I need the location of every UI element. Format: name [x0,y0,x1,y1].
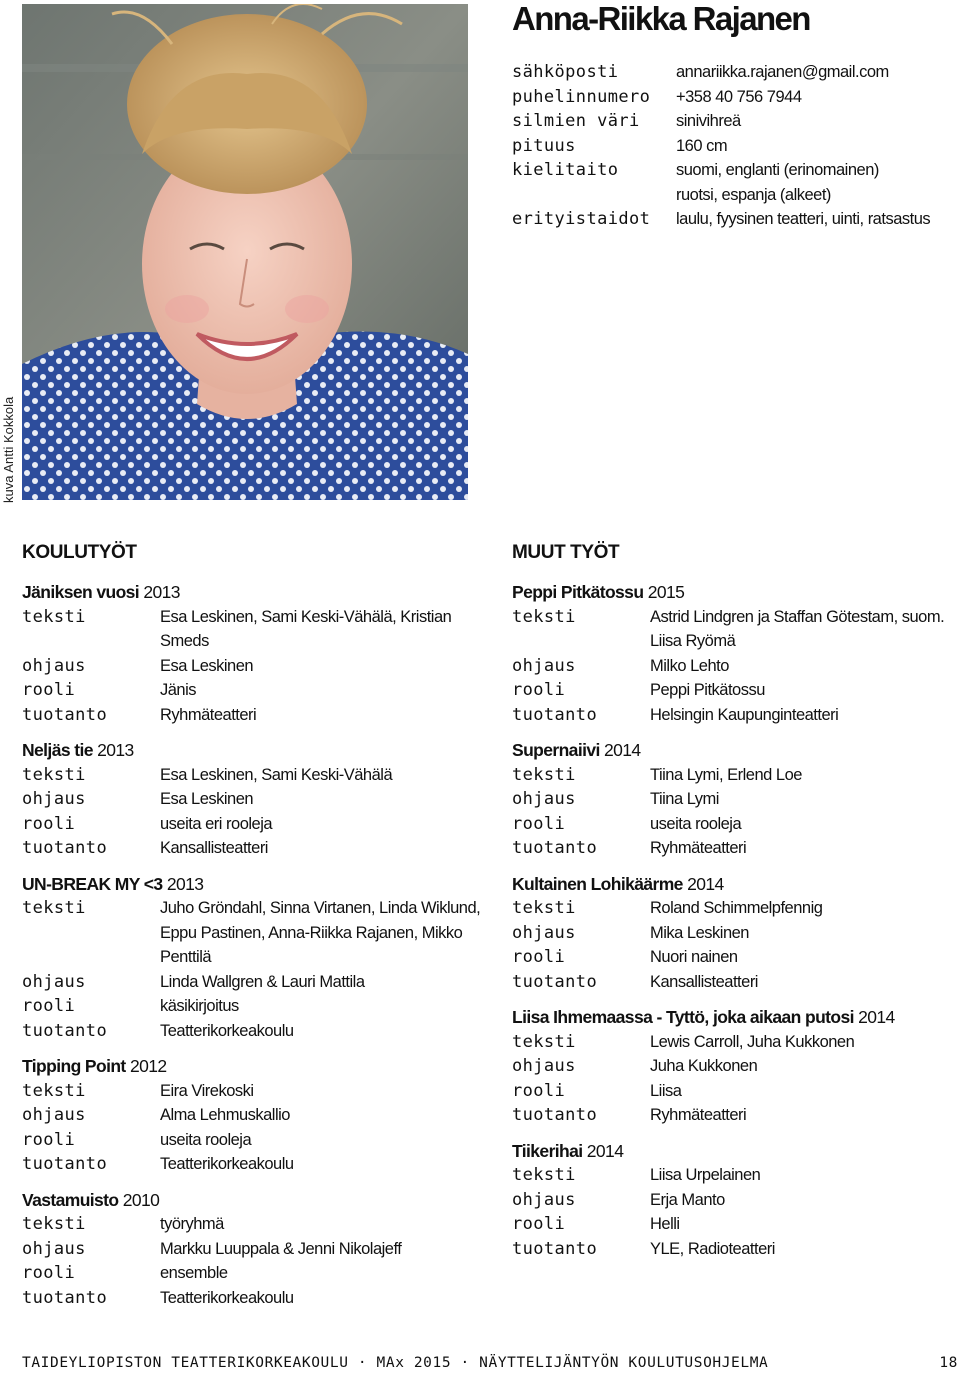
info-value: laulu, fyysinen teatteri, uinti, ratsastus [676,210,931,228]
work-detail-row [512,1079,952,1104]
footer-text: TAIDEYLIOPISTON TEATTERIKORKEAKOULU · MAx 2015 · NÄYTTELIJÄNTYÖN KOULUTUSOHJELMA [22,1355,769,1371]
work-detail-row [512,654,952,679]
work-detail-value: Teatterikorkeakoulu [160,1021,294,1040]
work-detail-row [512,678,952,703]
info-value: ruotsi, espanja (alkeet) [676,185,831,204]
school-works-list [22,580,492,1310]
work-title-line [22,580,492,605]
work-detail-row [22,1103,492,1128]
work-detail-row [22,629,492,654]
work-entry [512,872,952,995]
other-works-heading: MUUT TYÖT [512,542,620,563]
portrait-image [22,4,468,500]
work-detail-value: Erja Manto [650,1190,725,1209]
info-row [512,134,952,159]
work-year: 2014 [687,873,724,894]
work-detail-label: teksti [22,606,86,627]
work-detail-label [22,629,160,654]
work-detail-value: käsikirjoitus [160,997,239,1015]
work-detail-row [22,836,492,861]
work-entry [512,738,952,861]
work-detail-row [512,896,952,921]
work-detail-label: tuotanto [512,1105,598,1125]
work-year: 2010 [122,1189,160,1210]
work-detail-row [22,896,492,921]
work-detail-row [22,1128,492,1153]
work-detail-label: teksti [512,898,576,918]
work-detail-row [22,1261,492,1286]
work-entry [512,1005,952,1128]
work-detail-label: rooli [512,813,566,834]
work-entry [22,1054,492,1177]
work-detail-value: Liisa Urpelainen [650,1166,761,1184]
work-detail-label: teksti [512,1165,576,1185]
work-detail-row [512,629,952,654]
work-title: Tipping Point [22,1056,126,1076]
work-detail-value: Esa Leskinen [160,790,254,808]
work-title: Peppi Pitkätossu [512,582,644,602]
work-detail-row [22,1212,492,1237]
work-title-line [22,1054,492,1079]
work-title-line [22,1188,492,1213]
work-detail-value: Roland Schimmelpfennig [650,899,823,917]
work-detail-value: Esa Leskinen [160,656,254,675]
work-detail-row [512,763,952,788]
work-title-line [512,1139,952,1164]
work-detail-label: ohjaus [22,789,86,809]
work-detail-value: Teatterikorkeakoulu [160,1288,294,1307]
work-detail-value: ensemble [160,1264,228,1282]
work-entry [22,872,492,1044]
info-value: 160 cm [676,136,728,155]
work-detail-value: Mika Leskinen [650,923,749,942]
work-detail-row [22,1079,492,1104]
work-detail-row [22,654,492,679]
work-detail-row [512,1054,952,1079]
work-title-line [512,738,952,763]
work-detail-label: rooli [512,1214,566,1234]
info-value: sinivihreä [676,112,741,130]
work-detail-value: useita eri rooleja [160,814,273,833]
work-detail-value: Eppu Pastinen, Anna-Riikka Rajanen, Mikko [160,923,463,942]
work-detail-label: rooli [512,947,566,967]
work-detail-label: teksti [22,764,86,785]
work-detail-value: Juha Kukkonen [650,1057,758,1075]
work-detail-label: tuotanto [22,704,108,725]
work-detail-label: ohjaus [512,789,576,809]
work-detail-value: Kansallisteatteri [650,972,758,991]
info-row [512,207,952,232]
work-detail-value: Markku Luuppala & Jenni Nikolajeff [160,1239,402,1258]
work-detail-row [22,703,492,728]
work-title: Kultainen Lohikäärme [512,873,683,894]
work-title-line [22,738,492,763]
work-detail-value: Ryhmäteatteri [650,1106,747,1124]
work-detail-value: Kansallisteatteri [160,839,268,857]
work-detail-label: ohjaus [22,655,86,676]
work-detail-value: Esa Leskinen, Sami Keski-Vähälä [160,765,393,784]
work-detail-label: teksti [512,1031,576,1052]
work-detail-row [22,812,492,837]
work-detail-row [512,787,952,812]
other-works-column [512,540,952,1272]
work-title: Jäniksen vuosi [22,582,140,602]
person-name: Anna-Riikka Rajanen [512,0,810,37]
work-detail-row [22,1152,492,1177]
work-detail-label: ohjaus [512,1189,576,1210]
work-detail-value: Astrid Lindgren ja Staffan Götestam, suom. [650,607,945,626]
work-year: 2015 [647,582,685,602]
work-title: UN-BREAK MY <3 [22,873,163,894]
work-detail-label: ohjaus [22,1105,86,1125]
info-row [512,109,952,134]
info-label: puhelinnumero [512,86,651,107]
work-detail-row [22,1286,492,1311]
work-entry [512,580,952,727]
info-row [512,158,952,183]
work-detail-label: rooli [22,680,76,700]
work-detail-label: tuotanto [22,1287,108,1308]
work-year: 2012 [129,1056,167,1076]
work-detail-label: tuotanto [512,838,598,858]
work-detail-label: teksti [512,764,576,785]
work-detail-row [22,994,492,1019]
work-detail-label: teksti [22,1214,86,1234]
work-title-line [512,1005,952,1030]
work-entry [512,1139,952,1262]
work-detail-row [512,836,952,861]
work-detail-value: Lewis Carroll, Juha Kukkonen [650,1032,855,1051]
work-detail-label: ohjaus [512,655,576,676]
work-detail-label [512,629,650,654]
work-detail-label: ohjaus [22,971,86,992]
work-detail-value: Liisa Ryömä [650,632,736,650]
work-detail-row [22,787,492,812]
work-detail-row [22,945,492,970]
work-detail-value: Juho Gröndahl, Sinna Virtanen, Linda Wiklund, [160,899,481,917]
work-detail-label: teksti [512,606,576,627]
work-title: Vastamuisto [22,1189,119,1210]
work-detail-label: ohjaus [512,1056,576,1076]
work-title: Liisa Ihmemaassa - Tyttö, joka aikaan putosi [512,1007,854,1027]
work-year: 2014 [586,1140,624,1161]
work-detail-row [512,1030,952,1055]
info-label: silmien väri [512,111,640,131]
work-detail-value: Milko Lehto [650,656,729,675]
work-detail-row [512,921,952,946]
work-detail-row [512,970,952,995]
work-detail-value: Nuori nainen [650,948,738,966]
work-detail-value: Penttilä [160,948,212,966]
info-row [512,60,952,85]
info-row [512,85,952,110]
work-title: Tiikerihai [512,1140,583,1161]
work-detail-value: Smeds [160,632,209,650]
work-detail-label: ohjaus [22,1238,86,1259]
work-detail-row [512,812,952,837]
work-detail-row [512,1237,952,1262]
work-title-line [512,872,952,897]
work-detail-value: Ryhmäteatteri [650,839,747,857]
work-entry [22,580,492,727]
work-title-line [512,580,952,605]
work-year: 2013 [166,873,204,894]
work-detail-label: rooli [512,1080,566,1101]
work-year: 2014 [604,740,641,760]
work-detail-value: Jänis [160,681,197,699]
work-detail-label: tuotanto [512,704,598,725]
work-detail-row [512,703,952,728]
work-detail-value: Teatterikorkeakoulu [160,1155,294,1173]
work-detail-row [512,1103,952,1128]
work-detail-value: useita rooleja [160,1130,252,1149]
info-label: pituus [512,135,576,156]
work-detail-row [512,945,952,970]
work-detail-label: rooli [22,996,76,1016]
work-detail-label: tuotanto [512,971,598,992]
portrait-photo [22,4,468,500]
other-works-list [512,580,952,1261]
work-detail-label: tuotanto [512,1238,598,1259]
info-value: annariikka.rajanen@gmail.com [676,63,889,81]
info-value: suomi, englanti (erinomainen) [676,161,879,179]
work-detail-value: Helli [650,1215,680,1233]
work-detail-row [512,1163,952,1188]
work-detail-value: Peppi Pitkätossu [650,681,765,699]
work-detail-label: teksti [22,1080,86,1101]
info-label: sähköposti [512,62,619,82]
work-detail-label [22,945,160,970]
work-entry [22,1188,492,1311]
work-detail-label [22,921,160,946]
contact-info [512,60,952,232]
work-detail-label: rooli [22,1263,76,1283]
work-detail-row [22,970,492,995]
info-label: erityistaidot [512,209,651,229]
work-detail-row [22,605,492,630]
work-detail-value: työryhmä [160,1215,224,1233]
work-detail-value: Eira Virekoski [160,1081,254,1100]
work-detail-label: tuotanto [22,1154,108,1174]
school-works-column [22,540,492,1321]
work-detail-row [22,1237,492,1262]
info-label: kielitaito [512,160,619,180]
work-detail-label: rooli [22,1129,76,1150]
work-entry [22,738,492,861]
work-detail-value: Liisa [650,1081,682,1100]
work-detail-value: useita rooleja [650,814,742,833]
work-detail-label: tuotanto [22,1020,108,1041]
school-works-heading: KOULUTYÖT [22,542,137,563]
page-footer [22,1355,960,1379]
work-year: 2014 [858,1007,895,1027]
work-detail-row [22,678,492,703]
work-year: 2013 [143,582,180,602]
work-title-line [22,872,492,897]
work-detail-value: YLE, Radioteatteri [650,1239,775,1258]
work-detail-row [22,1019,492,1044]
work-detail-value: Linda Wallgren & Lauri Mattila [160,972,365,991]
work-detail-row [512,1212,952,1237]
work-detail-value: Ryhmäteatteri [160,705,257,724]
work-detail-label: tuotanto [22,838,108,858]
work-detail-label: rooli [512,680,566,700]
info-row [512,183,952,208]
work-detail-row [22,921,492,946]
work-detail-row [512,1188,952,1213]
info-value: +358 40 756 7944 [676,87,802,106]
work-title: Supernaiivi [512,740,600,760]
work-detail-row [512,605,952,630]
work-detail-label: teksti [22,898,86,918]
work-detail-label: ohjaus [512,922,576,943]
work-title: Neljäs tie [22,740,93,760]
work-detail-label: rooli [22,813,76,834]
work-detail-value: Tiina Lymi [650,790,719,808]
work-detail-value: Alma Lehmuskallio [160,1106,290,1124]
work-detail-value: Esa Leskinen, Sami Keski-Vähälä, Kristian [160,607,452,626]
work-detail-value: Tiina Lymi, Erlend Loe [650,765,802,784]
info-label [512,183,676,208]
work-detail-row [22,763,492,788]
work-detail-value: Helsingin Kaupunginteatteri [650,705,839,724]
page-number: 18 [939,1355,958,1371]
work-year: 2013 [97,740,134,760]
